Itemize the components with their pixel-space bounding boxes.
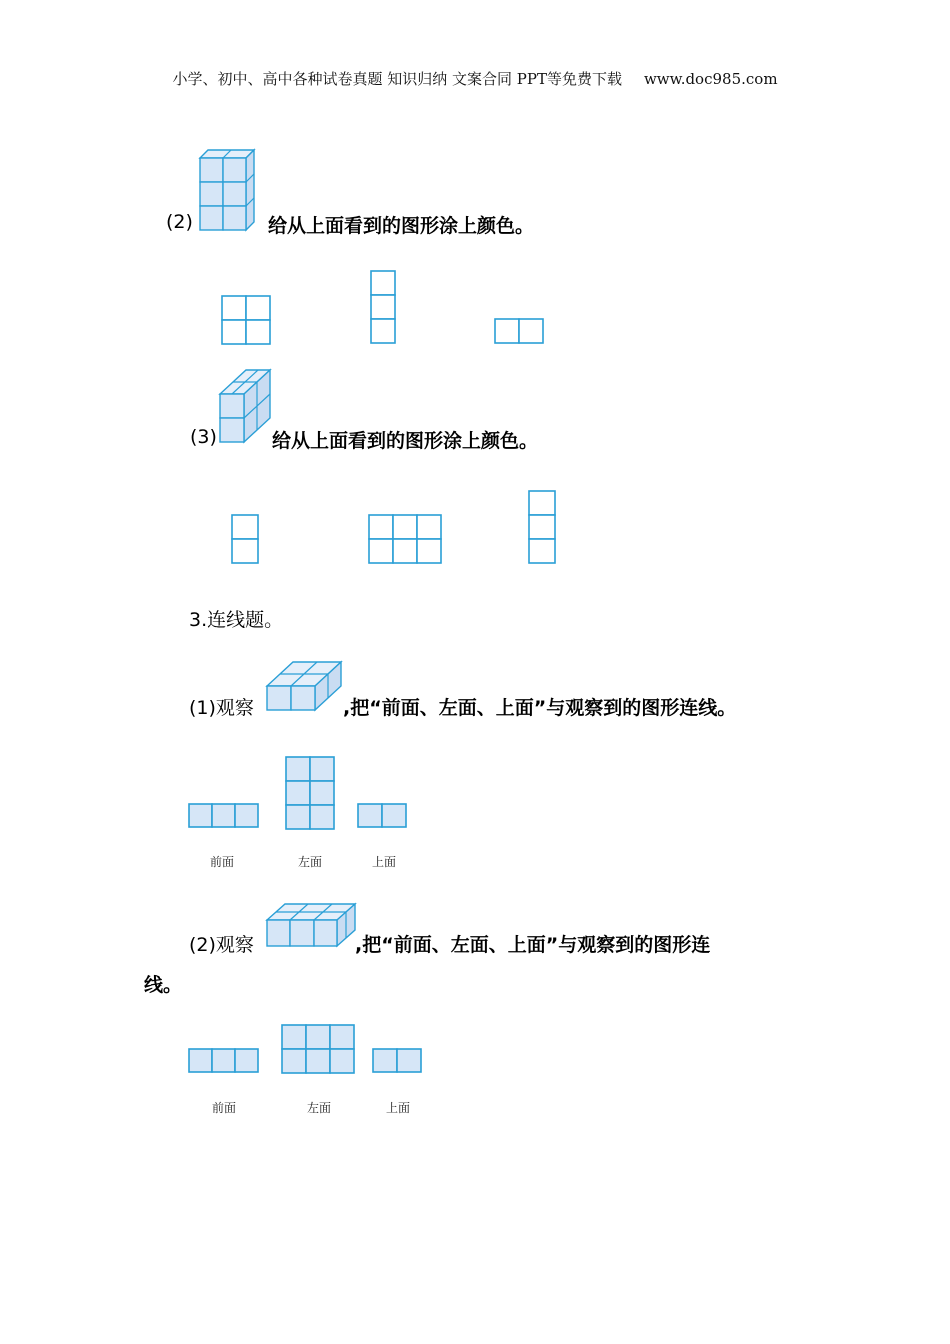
link1-caption-front: 前面	[210, 855, 235, 869]
link2-view-b[interactable]	[281, 1024, 355, 1074]
q3-option-b-grid[interactable]	[368, 514, 442, 564]
q3-text: 给从上面看到的图形涂上颜色。	[272, 430, 539, 452]
q2-number: (2)	[166, 211, 193, 233]
link1-view-b[interactable]	[285, 756, 335, 830]
header-text: 小学、初中、高中各种试卷真题 知识归纳 文案合同 PPT等免费下载	[172, 70, 622, 88]
link2-caption-front: 前面	[212, 1101, 237, 1115]
q2-text: 给从上面看到的图形涂上颜色。	[268, 215, 535, 237]
link1-suffix: ,把“前面、左面、上面”与观察到的图形连线。	[343, 697, 737, 719]
q3-number: (3)	[190, 426, 217, 448]
q2-cube-figure	[196, 146, 262, 234]
link1-cube-figure	[265, 658, 345, 716]
link1-view-a[interactable]	[188, 803, 260, 829]
q2-option-b-grid[interactable]	[370, 270, 396, 344]
header-site: www.doc985.com	[643, 70, 778, 88]
q2-option-c-grid[interactable]	[494, 318, 544, 344]
page-header	[0, 68, 950, 89]
link2-view-c[interactable]	[372, 1048, 422, 1074]
q3-cube-figure	[218, 366, 278, 448]
link2-suffix: ,把“前面、左面、上面”与观察到的图形连	[355, 934, 711, 956]
section3-title: 3.连线题。	[189, 609, 284, 631]
link2-caption-left: 左面	[307, 1101, 332, 1115]
link2-suffix-line2: 线。	[144, 974, 183, 996]
link2-prefix: (2)观察	[189, 934, 254, 956]
link2-caption-top: 上面	[386, 1101, 411, 1115]
link2-view-a[interactable]	[188, 1048, 260, 1074]
link1-caption-left: 左面	[298, 855, 323, 869]
link1-prefix: (1)观察	[189, 697, 254, 719]
link1-caption-top: 上面	[372, 855, 397, 869]
q3-option-c-grid[interactable]	[528, 490, 556, 564]
q3-option-a-grid[interactable]	[231, 514, 259, 564]
link2-cube-figure	[265, 900, 359, 950]
q2-option-a-grid[interactable]	[221, 295, 271, 345]
link1-view-c[interactable]	[357, 803, 407, 829]
